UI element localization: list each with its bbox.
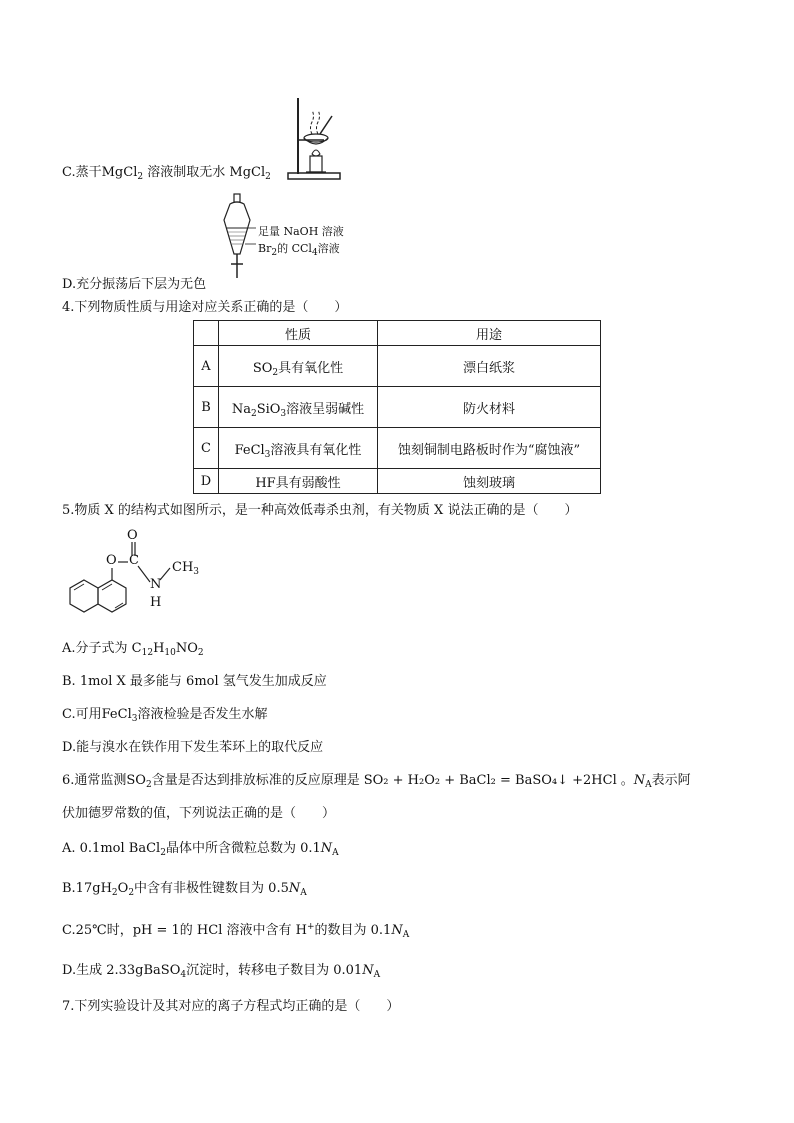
header-property: 性质 [219,321,378,346]
q6-option-c: C.25℃时，pH = 1的 HCl 溶液中含有 H+的数目为 $0.1N_A$ [62,922,410,940]
q5-option-b: B. 1mol X 最多能与 6mol 氢气发生加成反应 [62,674,327,689]
q3-option-c: C.蒸干MgCl$_2$ 溶液制取无水 MgCl$_2$ [62,165,271,182]
reaction-equation: SO₂ + H₂O₂ + BaCl₂ = BaSO₄↓ +2HCl [363,773,617,788]
table-row: B $Na_2SiO_3$溶液呈弱碱性 防火材料 [194,387,601,428]
header-use: 用途 [378,321,601,346]
atom-o-ester: O [106,553,117,568]
atom-ch3: $CH_3$ [172,560,200,577]
atom-o-carbonyl: O [127,528,138,543]
q5-option-c: C.可用FeCl$_3$溶液检验是否发生水解 [62,707,268,724]
q7-stem: 7.下列实验设计及其对应的离子方程式均正确的是（ ） [62,999,400,1014]
q5-stem: 5.物质 X 的结构式如图所示，是一种高效低毒杀虫剂，有关物质 X 说法正确的是（ ） [62,503,578,518]
atom-n: N [150,577,162,592]
atom-h: H [150,595,162,610]
q6-stem-line1: 6.通常监测$SO_2$含量是否达到排放标准的反应原理是 SO₂ + H₂O₂ + BaCl₂ = BaSO₄↓ +2HCl 。$N_A$表示阿 [62,773,691,790]
q6-option-b: $B.17gH_2O_2$中含有非极性键数目为 $0.5N_A$ [62,881,307,898]
q4-table [193,320,601,494]
q6-stem-line2: 伏加德罗常数的值，下列说法正确的是（ ） [62,806,336,821]
q3-option-d: D.充分振荡后下层为无色 [62,277,207,292]
q5-option-d: D.能与溴水在铁作用下发生苯环上的取代反应 [62,740,324,755]
q4-stem: 4.下列物质性质与用途对应关系正确的是（ ） [62,300,348,315]
table-row: A $SO_2$具有氧化性 漂白纸浆 [194,346,601,387]
q6-option-d: D.生成 2.33gBaSO$_4$沉淀时，转移电子数目为 $0.01N_A$ [62,963,381,980]
table-row: C FeCl$_3$溶液具有氧化性 蚀刻铜制电路板时作为“腐蚀液” [194,428,601,469]
atom-c: C [129,553,139,568]
funnel-label-br2: $Br_2$的 CCl$_4$溶液 [258,242,340,258]
table-row: D HF具有弱酸性 蚀刻玻璃 [194,469,601,494]
funnel-label-naoh: 足量 NaOH 溶液 [258,225,344,238]
q5-option-a: A.分子式为 $C_{12}H_{10}NO_2$ [62,641,204,658]
q6-option-a: A. 0.1mol BaCl$_2$晶体中所含微粒总数为 $0.1N_A$ [62,841,339,858]
evaporation-apparatus-image [284,94,344,184]
table-header-row [194,321,601,346]
